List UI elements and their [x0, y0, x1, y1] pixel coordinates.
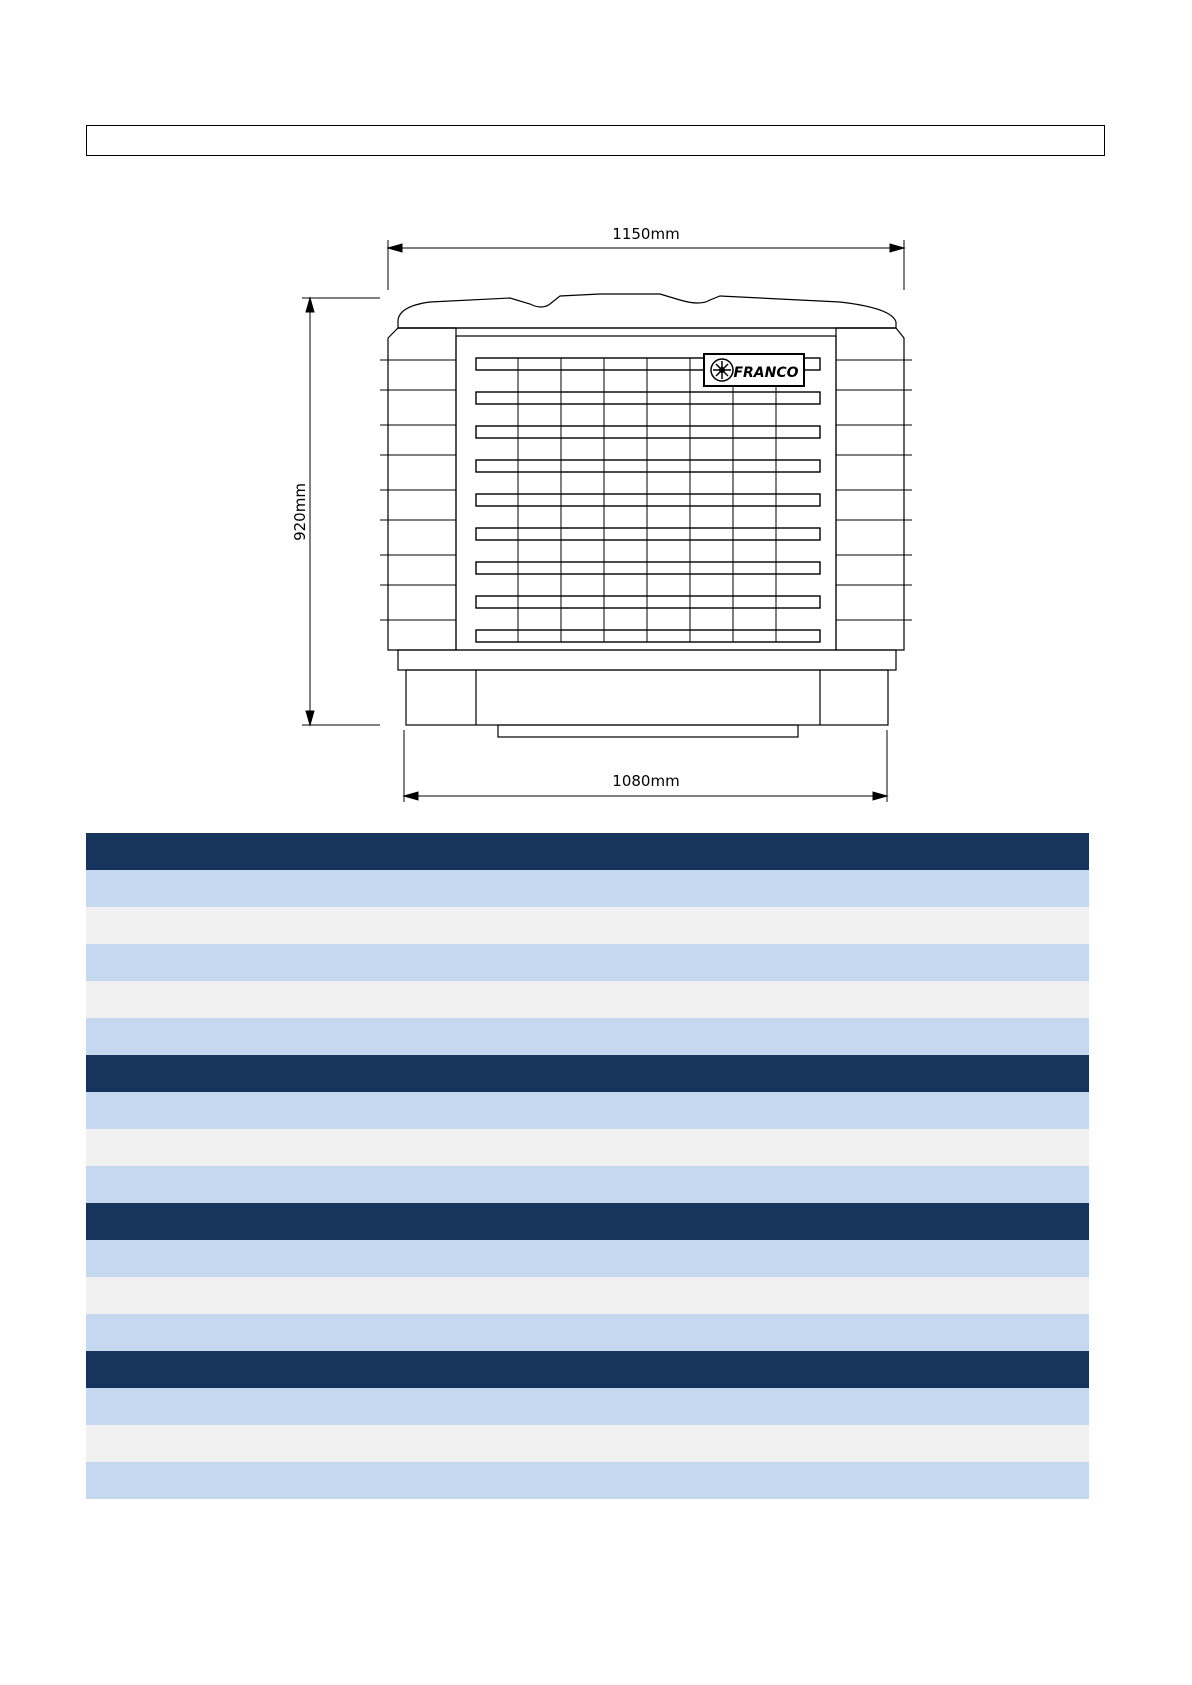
table-row	[86, 1277, 1089, 1314]
table-row	[86, 1018, 1089, 1055]
brand-logo	[704, 354, 804, 386]
table-section-header	[86, 1055, 1089, 1092]
table-row	[86, 1388, 1089, 1425]
bottom-width-dimension	[404, 730, 887, 802]
table-row	[86, 1166, 1089, 1203]
specification-table	[86, 833, 1089, 1499]
table-row	[86, 981, 1089, 1018]
top-width-label: 1150mm	[612, 225, 680, 243]
bottom-width-label: 1080mm	[612, 772, 680, 790]
table-row	[86, 1314, 1089, 1351]
brand-name: FRANCO	[733, 365, 799, 381]
table-row	[86, 944, 1089, 981]
table-row	[86, 907, 1089, 944]
table-row	[86, 870, 1089, 907]
table-section-header	[86, 833, 1089, 870]
table-row	[86, 1425, 1089, 1462]
table-row	[86, 1129, 1089, 1166]
table-section-header	[86, 1203, 1089, 1240]
height-dimension	[302, 298, 380, 725]
top-width-dimension	[388, 240, 904, 290]
cooler-drawing-svg	[280, 210, 920, 810]
height-label: 920mm	[291, 483, 309, 541]
table-section-header	[86, 1351, 1089, 1388]
table-row	[86, 1240, 1089, 1277]
document-title-box	[86, 125, 1105, 156]
table-row	[86, 1462, 1089, 1499]
cooler-dimension-drawing	[280, 210, 920, 810]
table-row	[86, 1092, 1089, 1129]
cooler-unit	[380, 294, 912, 737]
